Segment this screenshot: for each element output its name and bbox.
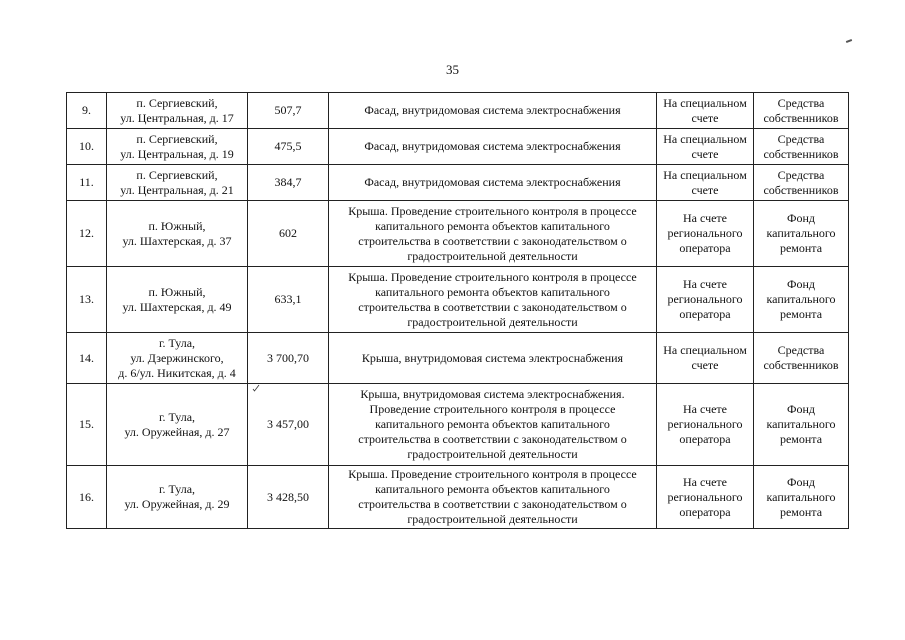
area-cell: 384,7 (248, 165, 329, 201)
row-number: 12. (67, 201, 107, 267)
address-cell: п. Сергиевский, ул. Центральная, д. 19 (107, 129, 248, 165)
funding-cell: Фонд капитального ремонта (754, 466, 849, 529)
area-cell: 3 457,00 (248, 384, 329, 466)
funding-cell: Средства собственников (754, 93, 849, 129)
works-cell: Фасад, внутридомовая система электроснабжения (329, 129, 657, 165)
funding-cell: Средства собственников (754, 129, 849, 165)
works-cell: Фасад, внутридомовая система электроснабжения (329, 93, 657, 129)
capital-repair-table (66, 92, 849, 529)
address-cell: п. Южный, ул. Шахтерская, д. 49 (107, 267, 248, 333)
works-cell: Фасад, внутридомовая система электроснабжения (329, 165, 657, 201)
table-row (67, 129, 849, 165)
account-cell: На счете регионального оператора (657, 384, 754, 466)
scan-mark (846, 39, 852, 43)
account-cell: На специальном счете (657, 93, 754, 129)
table-row (67, 333, 849, 384)
address-cell: г. Тула, ул. Оружейная, д. 27 (107, 384, 248, 466)
table-row (67, 384, 849, 466)
row-number: 13. (67, 267, 107, 333)
row-number: 15. (67, 384, 107, 466)
funding-cell: Фонд капитального ремонта (754, 201, 849, 267)
row-number: 10. (67, 129, 107, 165)
area-cell: 3 700,70 (248, 333, 329, 384)
funding-cell: Фонд капитального ремонта (754, 384, 849, 466)
works-cell: Крыша, внутридомовая система электроснабжения. Проведение строительного контроля в процессе капитального ремонта объектов капитального строительства в соответствии с законодательством о градостроительной деятельности (329, 384, 657, 466)
funding-cell: Средства собственников (754, 333, 849, 384)
address-cell: п. Южный, ул. Шахтерская, д. 37 (107, 201, 248, 267)
area-cell: 507,7 (248, 93, 329, 129)
works-cell: Крыша. Проведение строительного контроля в процессе капитального ремонта объектов капитального строительства в соответствии с законодательством о градостроительной деятельности (329, 201, 657, 267)
address-cell: п. Сергиевский, ул. Центральная, д. 21 (107, 165, 248, 201)
row-number: 11. (67, 165, 107, 201)
address-cell: п. Сергиевский, ул. Центральная, д. 17 (107, 93, 248, 129)
area-cell: 3 428,50 (248, 466, 329, 529)
account-cell: На счете регионального оператора (657, 201, 754, 267)
account-cell: На счете регионального оператора (657, 267, 754, 333)
row-number: 14. (67, 333, 107, 384)
table-row (67, 93, 849, 129)
account-cell: На специальном счете (657, 333, 754, 384)
area-cell: 475,5 (248, 129, 329, 165)
works-cell: Крыша. Проведение строительного контроля в процессе капитального ремонта объектов капитального строительства в соответствии с законодательством о градостроительной деятельности (329, 466, 657, 529)
row-number: 9. (67, 93, 107, 129)
table-row (67, 165, 849, 201)
area-cell: 633,1 (248, 267, 329, 333)
row-number: 16. (67, 466, 107, 529)
address-cell: г. Тула, ул. Оружейная, д. 29 (107, 466, 248, 529)
address-cell: г. Тула, ул. Дзержинского, д. 6/ул. Никитская, д. 4 (107, 333, 248, 384)
funding-cell: Фонд капитального ремонта (754, 267, 849, 333)
table-row (67, 466, 849, 529)
table-row (67, 201, 849, 267)
account-cell: На счете регионального оператора (657, 466, 754, 529)
works-cell: Крыша. Проведение строительного контроля в процессе капитального ремонта объектов капитального строительства в соответствии с законодательством о градостроительной деятельности (329, 267, 657, 333)
table-row (67, 267, 849, 333)
account-cell: На специальном счете (657, 165, 754, 201)
funding-cell: Средства собственников (754, 165, 849, 201)
page-number: 35 (446, 62, 459, 77)
account-cell: На специальном счете (657, 129, 754, 165)
area-cell: 602 (248, 201, 329, 267)
works-cell: Крыша, внутридомовая система электроснабжения (329, 333, 657, 384)
